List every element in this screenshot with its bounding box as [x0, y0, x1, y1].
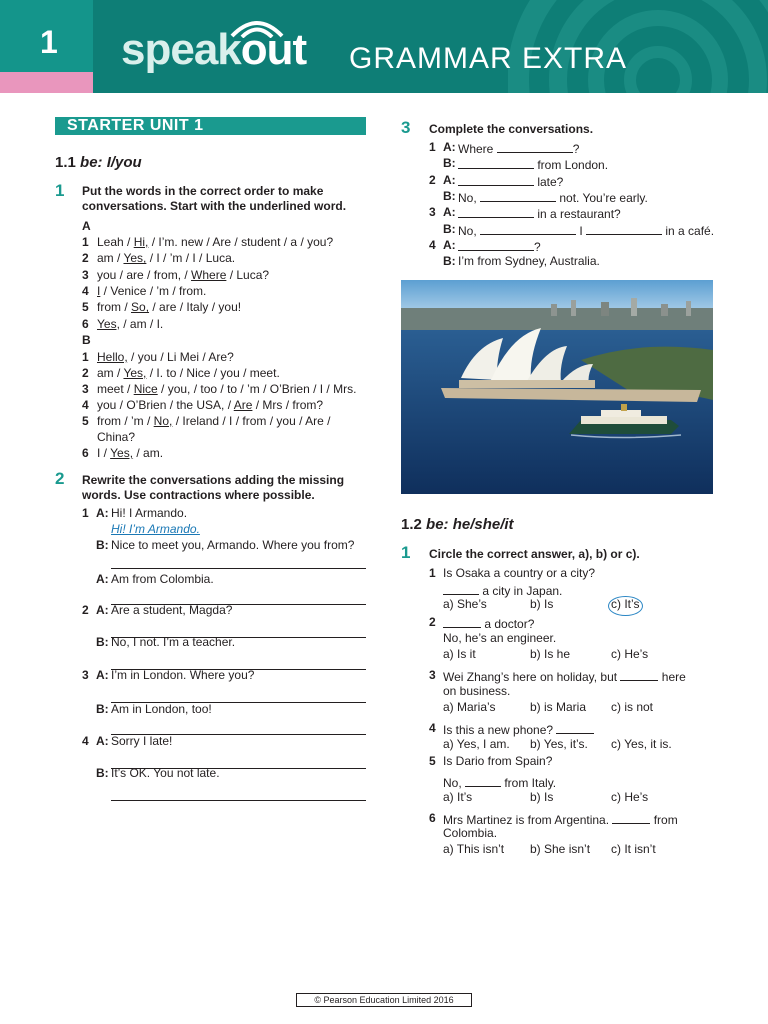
heading-1-2: 1.2 be: he/she/it: [401, 516, 514, 533]
text-fragment: from London.: [534, 158, 609, 173]
page-header: [0, 0, 768, 93]
text-fragment: ?: [534, 239, 541, 254]
text-fragment: from / ’m /: [97, 414, 154, 428]
page-subtitle: GRAMMAR EXTRA: [349, 42, 628, 75]
group-label: A: [82, 219, 91, 233]
answer-option[interactable]: a) Maria’s: [443, 700, 496, 714]
item-number: 4: [82, 283, 89, 298]
answer-blank[interactable]: [458, 156, 534, 169]
question-line: [443, 668, 686, 685]
item-number: 3: [82, 267, 89, 282]
list-item: [97, 284, 206, 299]
dialogue-line: I’m in London. Where you?: [111, 668, 255, 682]
underlined-start-word: No,: [153, 414, 173, 428]
text-fragment: Is Dario from Spain?: [443, 754, 553, 768]
item-number: 6: [82, 446, 89, 460]
list-item: [97, 300, 241, 315]
text-fragment: Colombia.: [443, 826, 498, 840]
exercise-number: 1: [55, 181, 65, 200]
list-item: [97, 382, 356, 397]
text-fragment: / am / I.: [119, 316, 164, 331]
text-fragment: No,: [443, 776, 466, 790]
item-number: 3: [82, 382, 89, 396]
answer-blank[interactable]: [458, 173, 534, 186]
list-item: [97, 430, 135, 445]
text-fragment: from Italy.: [501, 776, 557, 790]
text-fragment: from: [650, 813, 678, 827]
question-line: [443, 774, 556, 791]
answer-option[interactable]: b) is Maria: [530, 700, 587, 714]
text-fragment: meet /: [97, 382, 134, 396]
question-line: [443, 566, 595, 581]
answer-blank[interactable]: [458, 238, 534, 251]
question-line: [443, 754, 552, 769]
answer-option[interactable]: c) It’s: [611, 597, 640, 611]
answer-option[interactable]: a) This isn’t: [443, 842, 505, 856]
speaker-label: A:: [443, 172, 456, 187]
dialogue-line: [458, 205, 621, 222]
text-fragment: am /: [97, 251, 124, 266]
item-number: 2: [82, 603, 89, 617]
text-fragment: you / O’Brien / the USA, /: [97, 398, 234, 412]
answer-blank[interactable]: [556, 721, 594, 734]
underlined-start-word: Yes,: [97, 316, 120, 331]
answer-option[interactable]: a) Yes, I am.: [443, 737, 510, 751]
underlined-start-word: Hi,: [133, 235, 149, 249]
text-fragment: a city in Japan.: [479, 584, 563, 598]
text-fragment: / Venice / ’m / from.: [100, 283, 207, 298]
text-fragment: am /: [97, 366, 124, 380]
item-number: 2: [82, 251, 89, 266]
item-number: 1: [429, 566, 436, 580]
text-fragment: Leah /: [97, 235, 134, 249]
text-fragment: late?: [534, 174, 564, 189]
underlined-start-word: Yes,: [123, 366, 147, 380]
question-line: [443, 826, 497, 841]
speech-waves-icon: [224, 16, 290, 38]
item-number: 5: [429, 754, 436, 768]
question-line: [443, 721, 594, 738]
text-fragment: Where: [458, 142, 497, 156]
text-fragment: I: [576, 223, 587, 238]
item-number: 5: [82, 414, 89, 428]
answer-blank[interactable]: [480, 222, 576, 235]
group-label: B: [82, 333, 91, 347]
text-fragment: No,: [458, 190, 481, 205]
answer-option[interactable]: b) Is: [530, 790, 554, 804]
answer-blank[interactable]: [612, 811, 650, 824]
text-fragment: Is Osaka a country or a city?: [443, 566, 596, 580]
list-item: [97, 446, 163, 461]
underlined-start-word: So,: [131, 300, 150, 315]
question-line: [443, 684, 510, 699]
writing-line: [111, 800, 366, 801]
text-fragment: / you / Li Mei / Are?: [127, 350, 234, 364]
list-item: [97, 414, 330, 429]
sydney-opera-house-photo: [401, 280, 713, 494]
answer-blank[interactable]: [458, 205, 534, 218]
speaker-label: A:: [96, 734, 109, 748]
speaker-label: A:: [443, 205, 456, 220]
text-fragment: on business.: [443, 684, 511, 698]
exercise-instruction: Complete the conversations.: [429, 122, 594, 136]
item-number: 6: [429, 811, 436, 825]
item-number: 4: [429, 721, 436, 735]
answer-blank[interactable]: [586, 222, 662, 235]
dialogue-line: [458, 189, 648, 206]
answer-blank[interactable]: [443, 582, 479, 595]
exercise-instruction: Put the words in the correct order to make conversations. Start with the underlined word.: [82, 184, 347, 213]
example-answer: Hi! I’m Armando.: [111, 522, 200, 536]
dialogue-line: Sorry I late!: [111, 734, 173, 748]
question-line: [443, 631, 556, 646]
text-fragment: here: [658, 670, 686, 684]
list-item: [97, 350, 234, 365]
speaker-label: B:: [96, 766, 109, 780]
answer-option[interactable]: b) Is he: [530, 647, 571, 661]
exercise-number: 1: [401, 543, 411, 562]
dialogue-line: [458, 173, 563, 190]
text-fragment: I’m from Sydney, Australia.: [458, 254, 600, 269]
text-fragment: / Mrs / from?: [252, 398, 324, 412]
text-fragment: a doctor?: [481, 617, 535, 631]
answer-blank[interactable]: [620, 668, 658, 681]
exercise-number: 3: [401, 118, 411, 137]
unit-number: 1: [40, 24, 58, 60]
item-number: 1: [82, 506, 89, 520]
answer-option[interactable]: c) He’s: [611, 790, 649, 804]
dialogue-line: Hi! I Armando.: [111, 506, 188, 520]
text-fragment: in a restaurant?: [534, 207, 621, 222]
text-fragment: you / are / from, /: [97, 267, 192, 282]
text-fragment: / am.: [133, 446, 164, 460]
item-number: 4: [82, 734, 89, 748]
item-number: 1: [82, 235, 89, 249]
underlined-start-word: Yes,: [110, 446, 134, 460]
answer-option[interactable]: a) She’s: [443, 597, 487, 611]
speaker-label: B:: [443, 254, 456, 269]
question-line: [443, 615, 534, 632]
text-fragment: / are / Italy / you!: [149, 300, 242, 315]
answer-blank[interactable]: [497, 140, 573, 153]
dialogue-line: Am in London, too!: [111, 702, 212, 716]
speaker-label: A:: [443, 140, 456, 154]
exercise-instruction: Rewrite the conversations adding the missing words. Use contractions where possible.: [82, 473, 345, 502]
list-item: [97, 317, 163, 332]
speaker-label: A:: [96, 572, 109, 586]
answer-option[interactable]: c) is not: [611, 700, 654, 714]
dialogue-line: Am from Colombia.: [111, 572, 214, 586]
text-fragment: Wei Zhang’s here on holiday, but: [443, 670, 621, 684]
underlined-start-word: Hello,: [97, 350, 128, 364]
item-number: 6: [82, 316, 89, 331]
text-fragment: not. You’re early.: [556, 190, 648, 205]
list-item: [97, 398, 323, 413]
item-number: 1: [82, 350, 89, 364]
dialogue-line: [458, 140, 579, 157]
text-fragment: No,: [458, 223, 481, 238]
text-fragment: / I’m. new / Are / student / a / you?: [148, 235, 334, 249]
item-number: 5: [82, 300, 89, 315]
speaker-label: B:: [96, 538, 109, 552]
underlined-start-word: Nice: [133, 382, 158, 396]
item-number: 3: [429, 668, 436, 682]
text-fragment: in a café.: [662, 223, 715, 238]
dialogue-line: [458, 156, 608, 173]
dialogue-line: [458, 222, 714, 239]
speaker-label: A:: [443, 237, 456, 252]
item-number: 4: [429, 237, 436, 252]
text-fragment: China?: [97, 430, 136, 444]
heading-1-1: 1.1 be: I/you: [55, 154, 142, 171]
speaker-label: A:: [96, 603, 109, 617]
writing-line: [111, 568, 366, 569]
section-title-bar: [55, 117, 366, 135]
section-title: STARTER UNIT 1: [67, 117, 204, 134]
item-number: 4: [82, 398, 89, 412]
dialogue-line: Nice to meet you, Armando. Where you from?: [111, 538, 355, 552]
answer-option[interactable]: c) It isn’t: [611, 842, 656, 856]
speaker-label: A:: [96, 506, 109, 520]
answer-option[interactable]: b) She isn’t: [530, 842, 591, 856]
text-fragment: / Ireland / I / from / you / Are /: [172, 414, 331, 428]
list-item: [97, 366, 280, 381]
text-fragment: from /: [97, 300, 132, 315]
speaker-label: A:: [96, 668, 109, 682]
dialogue-line: Are a student, Magda?: [111, 603, 233, 617]
answer-option[interactable]: a) It’s: [443, 790, 473, 804]
underlined-start-word: Are: [233, 398, 253, 412]
speaker-label: B:: [96, 702, 109, 716]
item-number: 2: [82, 366, 89, 380]
exercise-number: 2: [55, 469, 65, 488]
list-item: [97, 235, 333, 250]
text-fragment: No, he’s an engineer.: [443, 631, 557, 645]
answer-option[interactable]: c) Yes, it is.: [611, 737, 672, 751]
brand-out: out: [240, 25, 307, 74]
unit-tab-accent: [0, 72, 93, 93]
item-number: 2: [429, 172, 436, 187]
text-fragment: / I. to / Nice / you / meet.: [146, 366, 280, 380]
text-fragment: / I / ’m / I / Luca.: [146, 251, 236, 266]
speaker-label: B:: [443, 156, 456, 171]
answer-blank[interactable]: [465, 774, 501, 787]
speaker-label: B:: [443, 188, 456, 203]
speaker-label: B:: [96, 635, 109, 649]
exercise-instruction: Circle the correct answer, a), b) or c).: [429, 547, 640, 561]
underlined-start-word: Yes,: [123, 251, 147, 266]
underlined-start-word: Where: [191, 267, 227, 282]
speaker-label: B:: [443, 221, 456, 236]
brand-speak: speak: [121, 25, 241, 74]
item-number: 3: [82, 668, 89, 682]
answer-blank[interactable]: [443, 615, 481, 628]
answer-option[interactable]: b) Yes, it’s.: [530, 737, 588, 751]
item-number: 3: [429, 205, 436, 220]
answer-blank[interactable]: [480, 189, 556, 202]
answer-option[interactable]: b) Is: [530, 597, 554, 611]
answer-option[interactable]: a) Is it: [443, 647, 476, 661]
dialogue-line: No, I not. I’m a teacher.: [111, 635, 236, 649]
text-fragment: I /: [97, 446, 111, 460]
answer-option[interactable]: c) He’s: [611, 647, 649, 661]
text-fragment: / you, / too / to / ’m / O’Brien / I / Mrs.: [157, 382, 357, 396]
copyright-footer: © Pearson Education Limited 2016: [296, 993, 472, 1007]
list-item: [97, 251, 235, 266]
list-item: [97, 268, 269, 283]
dialogue-line: [458, 254, 600, 269]
text-fragment: Mrs Martinez is from Argentina.: [443, 813, 613, 827]
dialogue-line: It’s OK. You not late.: [111, 766, 220, 780]
dialogue-line: [458, 238, 541, 255]
text-fragment: Is this a new phone?: [443, 723, 557, 737]
item-number: 2: [429, 615, 436, 629]
underlined-start-word: I: [97, 283, 101, 298]
item-number: 1: [429, 140, 436, 154]
text-fragment: / Luca?: [226, 267, 270, 282]
text-fragment: ?: [572, 142, 580, 156]
